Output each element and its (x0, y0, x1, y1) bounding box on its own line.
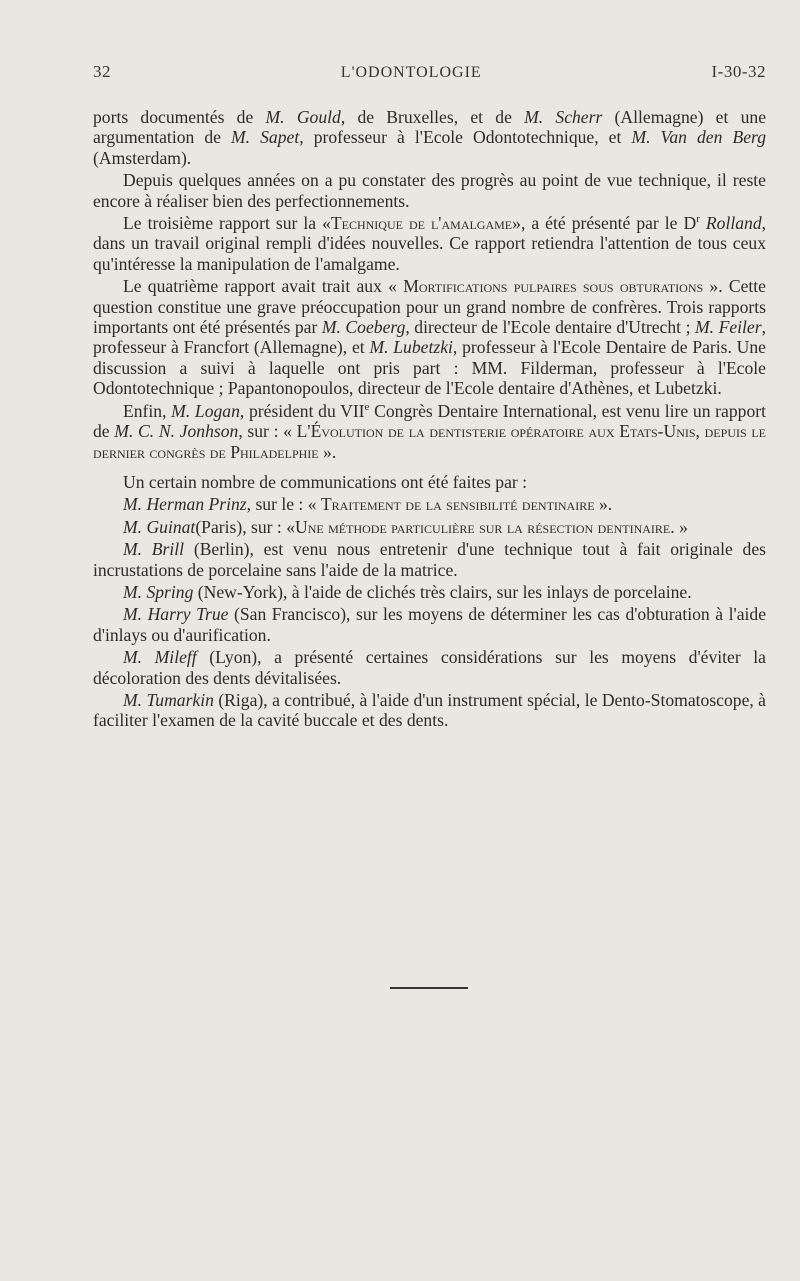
person-name: M. Herman Prinz (123, 494, 247, 515)
text: Enfin, (123, 400, 172, 421)
text: (Berlin), est venu nous entretenir d'une technique tout à fait originale des incrustations de porcelaine sans l'aide de la matrice. (93, 539, 767, 580)
text: Le troisième rapport sur la « (123, 213, 331, 234)
text: , sur : « (238, 421, 297, 442)
text: , de Bruxelles, et de (340, 107, 525, 127)
person-name: M. Harry True (123, 604, 229, 625)
text: , professeur à l'Ecole Odontotechnique, et (299, 127, 632, 148)
person-name: M. Spring (123, 581, 194, 602)
paragraph-13 (93, 690, 766, 731)
text: (Lyon), a présenté certaines considérations sur les moyens d'éviter la décoloration des dents dévitalisées. (93, 647, 766, 688)
person-name: Rolland (699, 213, 762, 234)
page-number: 32 (93, 62, 111, 81)
topic-title: Technique de l'amalgame (330, 213, 513, 234)
text: (New-York), à l'aide de clichés très clairs, sur les inlays de porcelaine. (193, 581, 692, 602)
running-title: L'ODONTOLOGIE (340, 64, 482, 81)
text: (Allemagne) et une argumentation de (93, 107, 767, 148)
text: , sur le : « (246, 494, 321, 515)
text: , directeur de l'Ecole dentaire d'Utrecht ; (405, 317, 696, 338)
text: Congrès Dentaire International, est venu lire un rapport de (93, 400, 766, 442)
text: ». Cette question constitue une grave préoccupation pour un grand nombre de confrères. Trois rapports importants ont été présentés par (93, 276, 766, 338)
topic-title: Mortifications pulpaires sous obturations (403, 276, 704, 297)
person-name: M. Scherr (524, 107, 603, 127)
person-name: M. Lubetzki (369, 337, 453, 358)
topic-title: L'Évolution de la dentisterie opératoire aux Etats-Unis, depuis le dernier congrès de Philadelphie (93, 421, 766, 462)
text: ports documentés de (93, 107, 266, 127)
text: Le quatrième rapport avait trait aux « (123, 276, 404, 297)
body-text (93, 107, 766, 731)
paragraph-3 (93, 213, 766, 274)
running-header (93, 62, 766, 82)
paragraph-10 (93, 582, 766, 602)
person-name: M. Gould (265, 107, 341, 127)
paragraph-4 (93, 276, 766, 398)
person-name: M. Mileff (123, 647, 197, 668)
person-name: M. Van den Berg (631, 127, 766, 148)
superscript: e (364, 400, 370, 413)
person-name: M. C. N. Jonhson (114, 421, 239, 442)
text: ». (318, 441, 337, 462)
person-name: M. Sapet (231, 127, 300, 148)
person-name: M. Guinat (123, 516, 196, 537)
text: , professeur à Francfort (Allemagne), et (93, 317, 766, 358)
text: (Amsterdam). (93, 147, 192, 168)
paragraph-1 (93, 107, 766, 168)
person-name: M. Tumarkin (123, 689, 214, 710)
text: (San Francisco), sur les moyens de déterminer les cas d'obturation à l'aide d'inlays ou d'aurification. (93, 604, 767, 645)
text: (Riga), a contribué, à l'aide d'un instrument spécial, le Dento-Stomatoscope, à faciliter l'examen de la cavité buccale et des dents. (93, 689, 766, 731)
text: ». (594, 494, 613, 515)
paragraph-6: Un certain nombre de communications ont été faites par : (123, 471, 528, 492)
issue-number: I-30-32 (711, 62, 766, 81)
paragraph-8 (93, 517, 766, 537)
topic-title: Traitement de la sensibilité dentinaire (320, 494, 595, 515)
topic-title: Une méthode particulière sur la résection dentinaire. (295, 516, 675, 537)
text: » (674, 516, 688, 537)
person-name: M. Logan (171, 400, 240, 421)
superscript: r (696, 213, 700, 226)
person-name: M. Brill (123, 539, 185, 560)
text: , dans un travail original rempli d'idées nouvelles. Ce rapport retiendra l'attention de tous ceux qu'intéresse la manipulation de l'amalgame. (93, 213, 767, 274)
person-name: M. Coeberg (321, 317, 406, 338)
paragraph-12 (93, 647, 766, 688)
paragraph-2: Depuis quelques années on a pu constater des progrès au point de vue technique, il reste encore à réaliser bien des perfectionnements. (93, 170, 766, 211)
paragraph-11 (93, 604, 766, 645)
text: , professeur à l'Ecole Dentaire de Paris. Une discussion a suivi à laquelle ont pris part : MM. Filderman, professeur à l'Ecole Odontotechnique ; Papantonopoulos, directeur de l'Ecole dentaire d'Athènes, et Lubetzki. (93, 337, 766, 399)
text: (Paris), sur : « (195, 516, 296, 537)
paragraph-9 (93, 539, 766, 580)
text: , président du VII (239, 400, 365, 421)
paragraph-7 (93, 494, 766, 514)
paragraph-5 (93, 401, 766, 462)
section-divider (390, 987, 468, 989)
person-name: M. Feiler (695, 317, 762, 338)
text: », a été présenté par le D (512, 213, 697, 234)
